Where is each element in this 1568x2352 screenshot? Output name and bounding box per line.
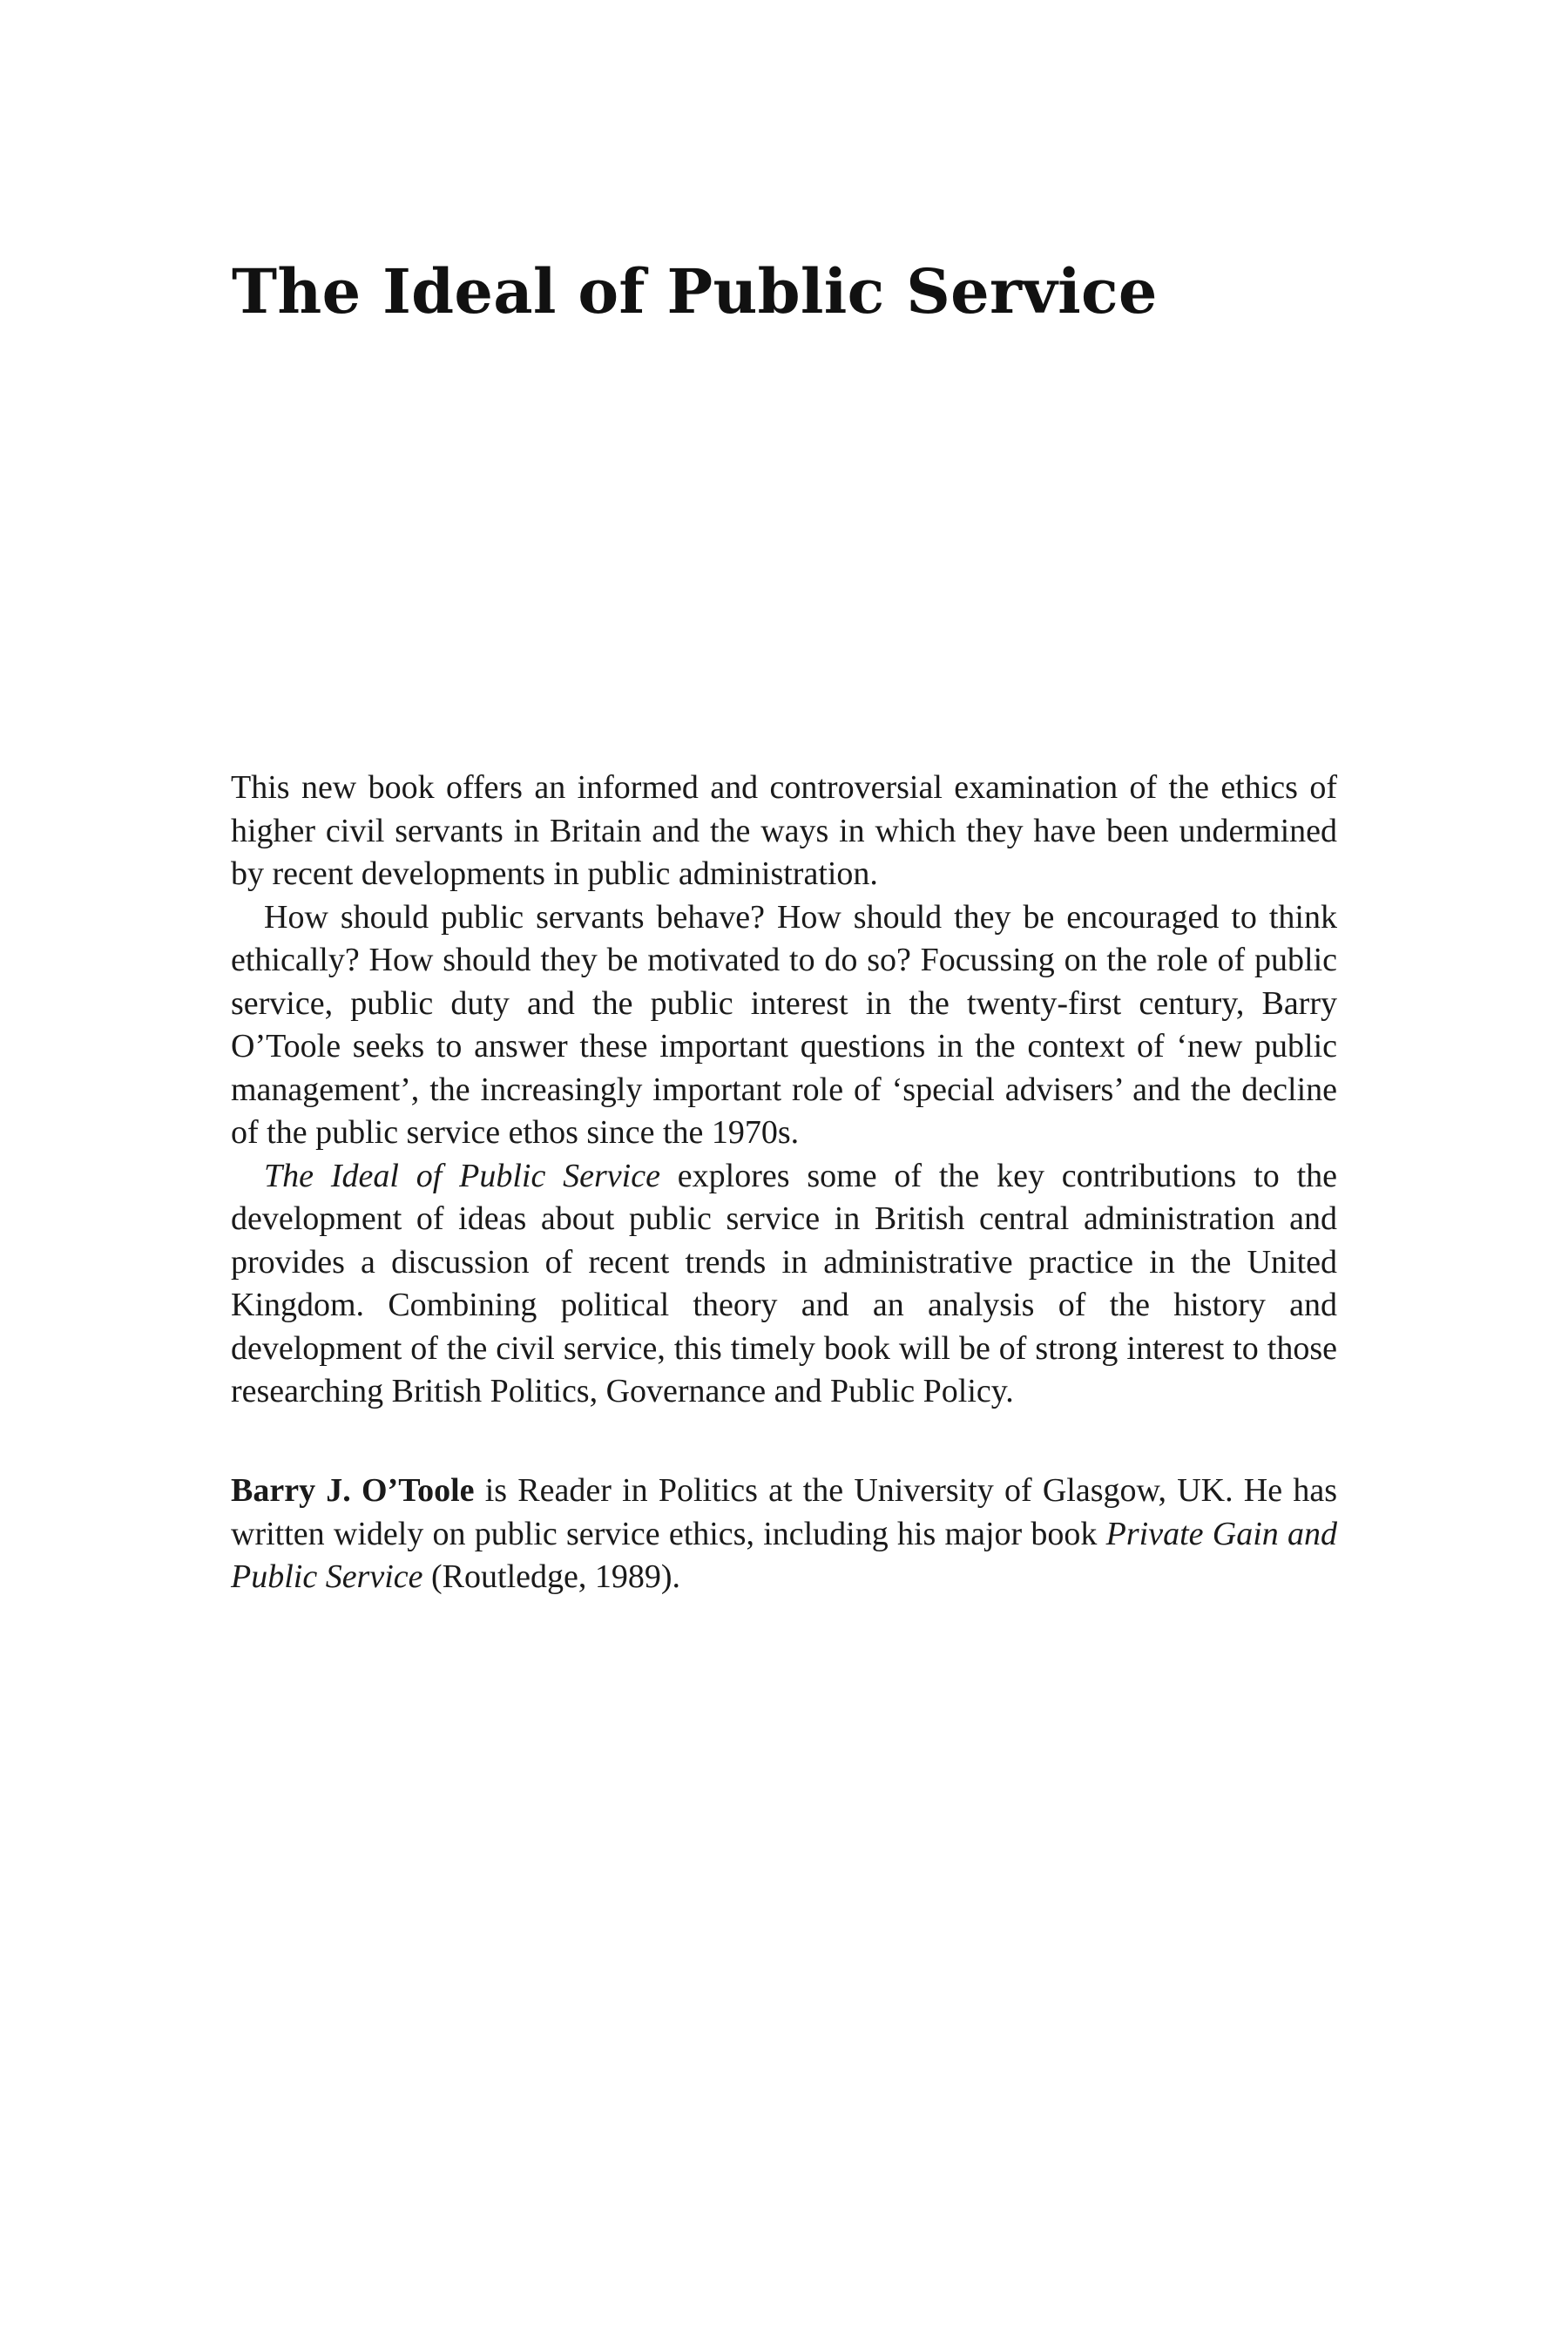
description-paragraph-2: How should public servants behave? How should they be encouraged to think ethically? How should they be motivated to do so? Focussing on the role of public service, public duty and the public interest in the twenty-first century, Barry O’Toole seeks to answer these important questions in the context of ‘new public management’, the increasingly important role of ‘special advisers’ and the decline of the public service ethos since the 1970s. — [231, 898, 1337, 1151]
author-name: Barry J. O’Toole — [231, 1472, 475, 1509]
description-paragraph-1: This new book offers an informed and controversial examination of the ethics of higher civil servants in Britain and the ways in which they have been undermined by recent developments in public administration. — [231, 769, 1337, 892]
book-title: The Ideal of Public Service — [232, 255, 1158, 328]
author-bio — [231, 1470, 1337, 1599]
description-paragraph-3 — [231, 1155, 1337, 1414]
author-bio-text: is Reader in Politics at the University of Glasgow, UK. He has written widely on public service ethics, including his major book — [231, 1472, 1337, 1552]
author-bio-paragraph — [231, 1470, 1337, 1599]
book-description — [231, 767, 1337, 1414]
description-paragraph-3-text: explores some of the key contributions to the development of ideas about public service in British central administration and provides a discussion of recent trends in administrative practice in the United Kingdom. Combining political theory and an analysis of the history and development of the civil service, this timely book will be of strong interest to those researching British Politics, Governance and Public Policy. — [231, 1157, 1337, 1409]
previous-book-title: Private Gain and Public Service — [231, 1515, 1337, 1595]
book-title-reference: The Ideal of Public Service — [264, 1157, 660, 1194]
previous-book-citation: (Routledge, 1989). — [422, 1558, 681, 1595]
